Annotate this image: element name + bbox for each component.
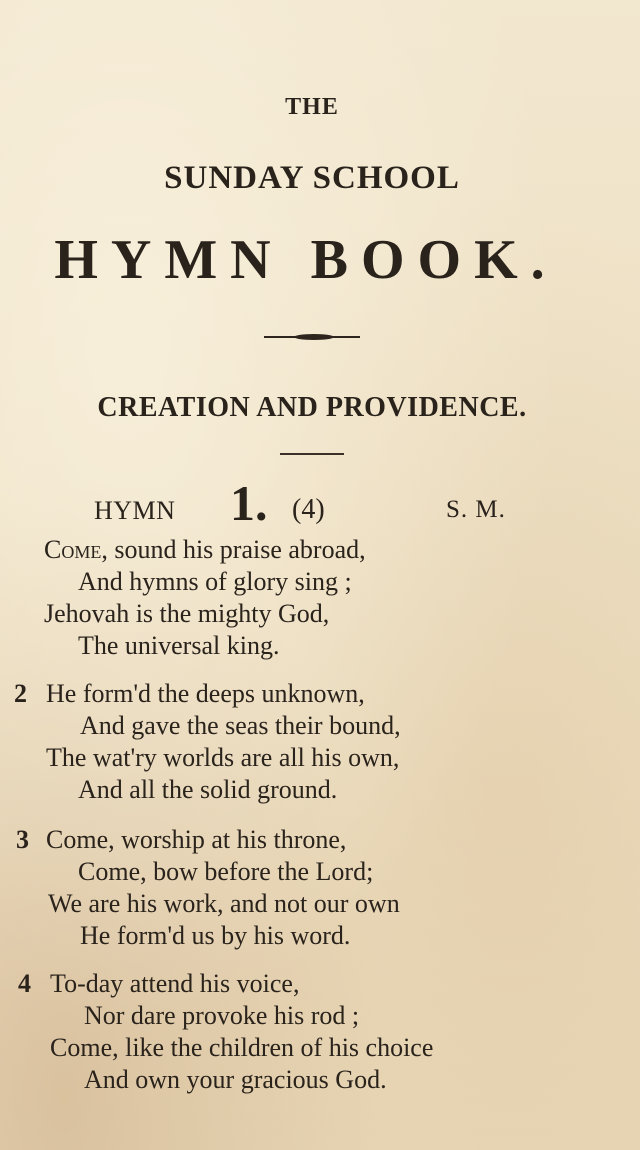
stanza-line: Nor dare provoke his rod ;: [84, 1001, 360, 1030]
title-sunday-school: SUNDAY SCHOOL: [164, 160, 460, 196]
stanza-line: And own your gracious God.: [84, 1065, 387, 1094]
stanza-line: [44, 534, 366, 566]
hymn-header: [94, 475, 534, 534]
stanza-line: The universal king.: [78, 631, 280, 660]
stanza-number: 3: [16, 825, 29, 854]
stanza-line: And gave the seas their bound,: [80, 711, 401, 740]
stanza-line: And all the solid ground.: [78, 775, 338, 804]
stanza-number: 2: [14, 679, 27, 708]
stanza-line: Come, like the children of his choice: [50, 1033, 434, 1062]
stanza-line: He form'd us by his word.: [80, 921, 351, 950]
section-heading: CREATION AND PROVIDENCE.: [97, 392, 527, 423]
title-hymn-book: HYMN BOOK.: [54, 229, 558, 291]
stanza-line: The wat'ry worlds are all his own,: [46, 743, 400, 772]
stanza-line: He form'd the deeps unknown,: [46, 679, 365, 708]
stanza-number: 4: [18, 969, 31, 998]
stanza-line-text: , sound his praise abroad,: [101, 535, 366, 564]
ornament-divider: [264, 334, 360, 340]
stanza-line: Come, worship at his throne,: [46, 825, 347, 854]
hymn-number: 1.: [230, 475, 268, 531]
title-the: THE: [285, 94, 339, 120]
stanza-line: Come, bow before the Lord;: [78, 857, 374, 886]
stanza-line: And hymns of glory sing ;: [78, 567, 352, 596]
hymn-tune-number: (4): [292, 494, 325, 525]
stanza-line: Jehovah is the mighty God,: [44, 599, 330, 628]
hymn-label: HYMN: [94, 496, 176, 525]
section-rule: [280, 453, 344, 455]
stanza-first-word: Come: [44, 535, 102, 564]
stanza-line: To-day attend his voice,: [50, 969, 300, 998]
stanza-line: We are his work, and not our own: [48, 889, 400, 918]
hymn-meter: S. M.: [446, 496, 506, 523]
